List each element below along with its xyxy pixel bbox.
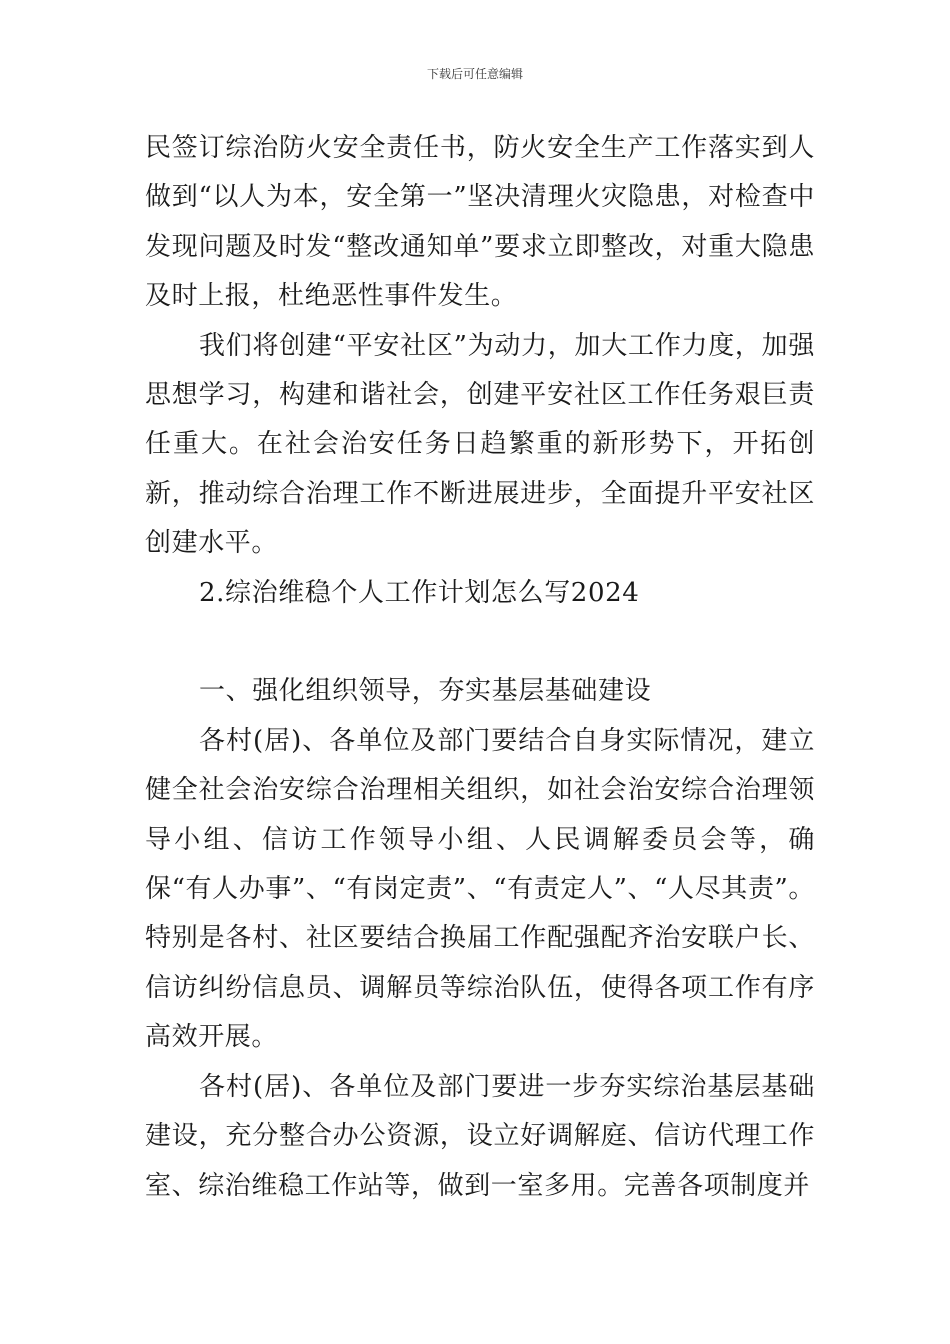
paragraph: 各村(居)、各单位及部门要进一步夯实综治基层基础建设，充分整合办公资源，设立好调解庭、信访代理工作室、综治维稳工作站等，做到一室多用。完善各项制度并 <box>145 1071 815 1201</box>
paragraph: 我们将创建“平安社区”为动力，加大工作力度，加强思想学习，构建和谐社会，创建平安社区工作任务艰巨责任重大。在社会治安任务日趋繁重的新形势下，开拓创新，推动综合治理工作不断进展进步，全面提升平安社区创建水平。 <box>145 330 815 559</box>
section-heading: 2.综治维稳个人工作计划怎么写2024 <box>199 577 640 608</box>
paragraph: 各村(居)、各单位及部门要结合自身实际情况，建立健全社会治安综合治理相关组织，如社会治安综合治理领导小组、信访工作领导小组、人民调解委员会等，确保“有人办事”、“有岗定责”、“有责定人”、“人尽其责”。特别是各村、社区要结合换届工作配强配齐治安联户长、信访纠纷信息员、调解员等综治队伍，使得各项工作有序高效开展。 <box>145 725 815 1053</box>
blank-line <box>145 618 815 667</box>
document-body <box>145 124 815 1211</box>
subsection-heading: 一、强化组织领导，夯实基层基础建设 <box>199 676 652 707</box>
page-header: 下载后可任意编辑 <box>426 67 523 81</box>
paragraph-continued: 民签订综治防火安全责任书，防火安全生产工作落实到人做到“以人为本，安全第一”坚决清理火灾隐患，对检查中发现问题及时发“整改通知单”要求立即整改，对重大隐患及时上报，杜绝恶性事件发生。 <box>145 133 815 312</box>
